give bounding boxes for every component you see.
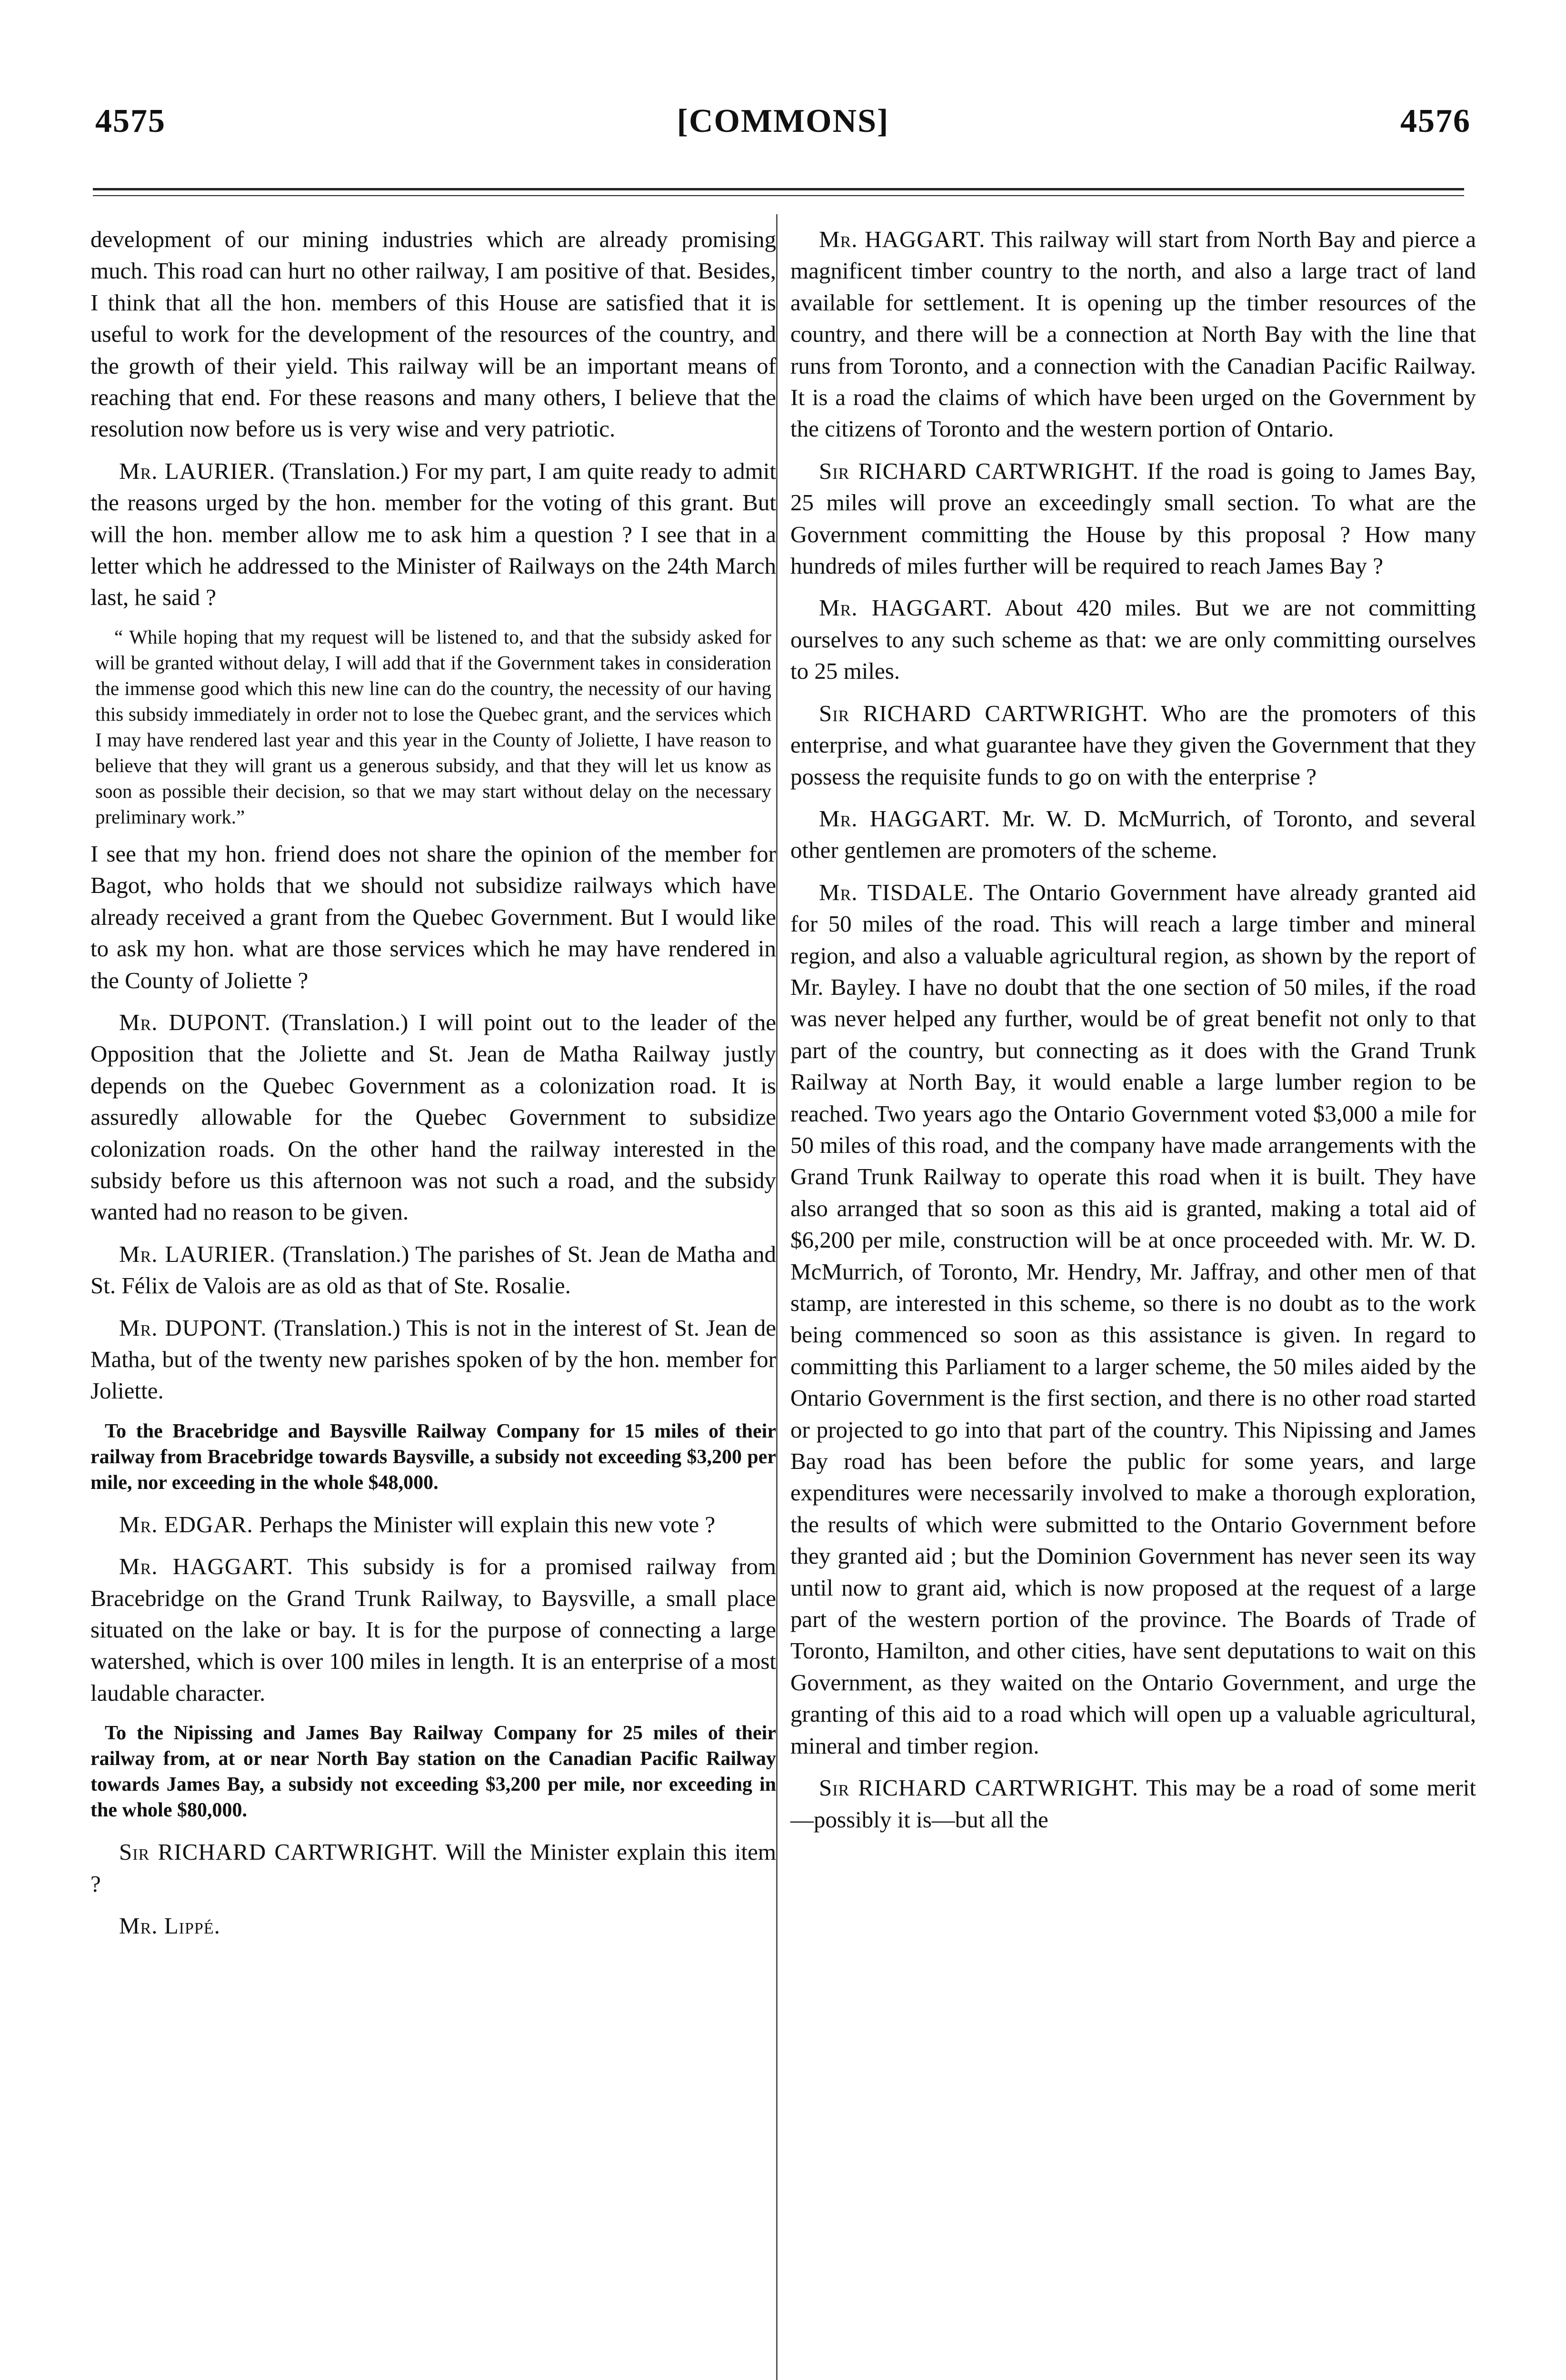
left-page-number: 4575 [95, 103, 166, 139]
speech-paragraph [90, 456, 776, 614]
speech-text: (Translation.) For my part, I am quite ready to admit the reasons urged by the hon. member for the voting of this grant. But will the hon. member allow me to ask him a question ? I see that in a letter which he addressed to the Minister of Railways on the 24th March last, he said ? [90, 457, 777, 611]
speaker-name: Sir RICHARD CARTWRIGHT. [819, 1775, 1138, 1801]
running-head-title: [COMMONS] [677, 103, 889, 139]
speech-paragraph [90, 1239, 776, 1302]
right-page-number: 4576 [1400, 103, 1471, 139]
speaker-name: Mr. LAURIER. [119, 457, 276, 484]
speaker-name: Sir RICHARD CARTWRIGHT. [819, 457, 1139, 484]
speech-paragraph [90, 1836, 776, 1900]
speech-paragraph [90, 1509, 776, 1540]
speech-paragraph [90, 1551, 776, 1709]
speech-text: Perhaps the Minister will explain this new vote ? [259, 1511, 716, 1537]
speaker-name: Mr. EDGAR. [119, 1511, 253, 1537]
speaker-name: Mr. Lippé. [119, 1913, 220, 1939]
speech-paragraph [790, 224, 1476, 445]
header-rule-thick [93, 188, 1464, 190]
speaker-name: Mr. HAGGART. [819, 805, 991, 832]
speaker-name: Mr. DUPONT. [119, 1314, 267, 1341]
continuation-paragraph: I see that my hon. friend does not share the opinion of the member for Bagot, who holds that we should not subsidize railways which have already received a grant from the Quebec Government. But I would like to ask my hon. what are those services which he may have rendered in the County of Joliette ? [90, 840, 776, 993]
speech-text: (Translation.) I will point out to the leader of the Opposition that the Joliette and St. Jean de Matha Railway justly depends on the Quebec Government as a colonization road. It is assuredly allowable for the Quebec Government to subsidize colonization roads. On the other hand the railway interested in the subsidy before us this afternoon was not such a road, and the subsidy wanted had no reason to be given. [90, 1009, 777, 1225]
speech-paragraph [790, 456, 1476, 582]
continuation-paragraph: development of our mining industries which are already promising much. This road can hurt no other railway, I am positive of that. Besides, I think that all the hon. members of this House are satisfied that it is useful to work for the development of the resources of the country, and the growth of their yield. This railway will be an important means of reaching that end. For these reasons and many others, I believe that the resolution now before us is very wise and very patriotic. [90, 226, 776, 442]
speech-text: This may be a road of some merit—possibly it is—but all the [790, 1775, 1476, 1833]
quoted-letter: “ While hoping that my request will be listened to, and that the subsidy asked for will be granted without delay, I will add that if the Government takes in consideration the immense good which this new line can do the country, the necessity of our having this subsidy immediately in order not to lose the Quebec grant, and the services which I may have rendered last year and this year in the County of Joliette, I have reason to believe that they will grant us a generous subsidy, and that they will let us know as soon as possible their decision, so that we may start without delay on the necessary preliminary work.” [95, 625, 771, 828]
speech-paragraph [790, 698, 1476, 793]
supply-item: To the Bracebridge and Baysville Railway Company for 15 miles of their railway from Bracebridge towards Baysville, a subsidy not exceeding $3,200 per mile, nor exceeding in the whole $48,000. [90, 1420, 776, 1494]
speaker-name: Mr. HAGGART. [819, 226, 986, 252]
speech-text: (Translation.) The parishes of St. Jean de Matha and St. Félix de Valois are as old as that of Ste. Rosalie. [90, 1240, 777, 1299]
speech-paragraph [90, 1910, 776, 1942]
speaker-name: Mr. HAGGART. [819, 595, 993, 621]
speech-paragraph [790, 1772, 1476, 1835]
speaker-name: Mr. LAURIER. [119, 1240, 276, 1267]
speech-text: Will the Minister explain this item ? [90, 1839, 776, 1897]
supply-item: To the Nipissing and James Bay Railway Company for 25 miles of their railway from, at or near North Bay station on the Canadian Pacific Railway towards James Bay, a subsidy not exceeding $3,200 per mile, nor exceeding in the whole $80,000. [90, 1722, 776, 1822]
speech-text: This subsidy is for a promised railway from Bracebridge on the Grand Trunk Railway, to Baysville, a small place situated on the lake or bay. It is for the purpose of connecting a large watershed, which is over 100 miles in length. It is an enterprise of a most laudable character. [90, 1553, 776, 1706]
speech-paragraph [90, 1312, 776, 1407]
speech-text: If the road is going to James Bay, 25 miles will prove an exceedingly small section. To what are the Government committing the House by this proposal ? How many hundreds of miles further will be required to reach James Bay ? [790, 457, 1476, 579]
speaker-name: Sir RICHARD CARTWRIGHT. [819, 700, 1148, 726]
speaker-name: Sir RICHARD CARTWRIGHT. [119, 1839, 438, 1865]
speech-text: About 420 miles. But we are not committing ourselves to any such scheme as that: we are only committing ourselves to 25 miles. [790, 595, 1476, 684]
left-column [90, 224, 776, 1952]
speech-paragraph [790, 803, 1476, 866]
column-divider [776, 214, 778, 2380]
speech-paragraph [90, 1007, 776, 1228]
speech-text: Who are the promoters of this enterprise, and what guarantee have they given the Government that they possess the requisite funds to go on with the enterprise ? [790, 700, 1476, 790]
speech-text: (Translation.) This is not in the interest of St. Jean de Matha, but of the twenty new parishes spoken of by the hon. member for Joliette. [90, 1314, 777, 1404]
speech-paragraph [790, 592, 1476, 687]
speech-paragraph [790, 877, 1476, 1762]
header-rule-thin [93, 195, 1464, 196]
speaker-name: Mr. TISDALE. [819, 879, 975, 905]
speech-text: Mr. W. D. McMurrich, of Toronto, and several other gentlemen are promoters of the scheme. [790, 805, 1476, 863]
speaker-name: Mr. DUPONT. [119, 1009, 271, 1035]
speech-text: The Ontario Government have already granted aid for 50 miles of the road. This will reach a large timber and mineral region, and also a valuable agricultural region, as shown by the report of Mr. Bayley. I have no doubt that the one section of 50 miles, if the road was never helped any further, would be of great benefit not only to that part of the country, but connecting as it does with the Grand Trunk Railway at North Bay, it would enable a large lumber region to be reached. Two years ago the Ontario Government voted $3,000 a mile for 50 miles of this road, and the company have made arrangements with the Grand Trunk Railway to operate this road when it is built. They have also arranged that so soon as this aid is granted, making a total aid of $6,200 per mile, construction will be at once proceeded with. Mr. W. D. McMurrich, of Toronto, Mr. Hendry, Mr. Jaffray, and other men of that stamp, are interested in this scheme, so there is no doubt as to the work being commenced so soon as this assistance is given. In regard to committing this Parliament to a larger scheme, the 50 miles aided by the Ontario Government is the first section, and there is no other road started or projected to go into that part of the country. This Nipissing and James Bay road has been before the public for some years, and large expenditures were necessarily involved to make a thorough exploration, the results of which were submitted to the Ontario Government before they granted aid ; but the Dominion Government has never seen its way until now to grant aid, which is now proposed at the request of a large part of the western portion of the province. The Boards of Trade of Toronto, Hamilton, and other cities, have sent deputations to wait on this Government, as they waited on the Ontario Government, and urge the granting of this aid to a road which will open up a valuable agricultural, mineral and timber region. [790, 879, 1476, 1759]
speech-text: This railway will start from North Bay and pierce a magnificent timber country to the north, and also a large tract of land available for settlement. It is opening up the timber resources of the country, and there will be a connection at North Bay with the line that runs from Toronto, and a connection with the Canadian Pacific Railway. It is a road the claims of which have been urged on the Government by the citizens of Toronto and the western portion of Ontario. [790, 226, 1476, 442]
right-column [790, 224, 1476, 1846]
speaker-name: Mr. HAGGART. [119, 1553, 293, 1580]
